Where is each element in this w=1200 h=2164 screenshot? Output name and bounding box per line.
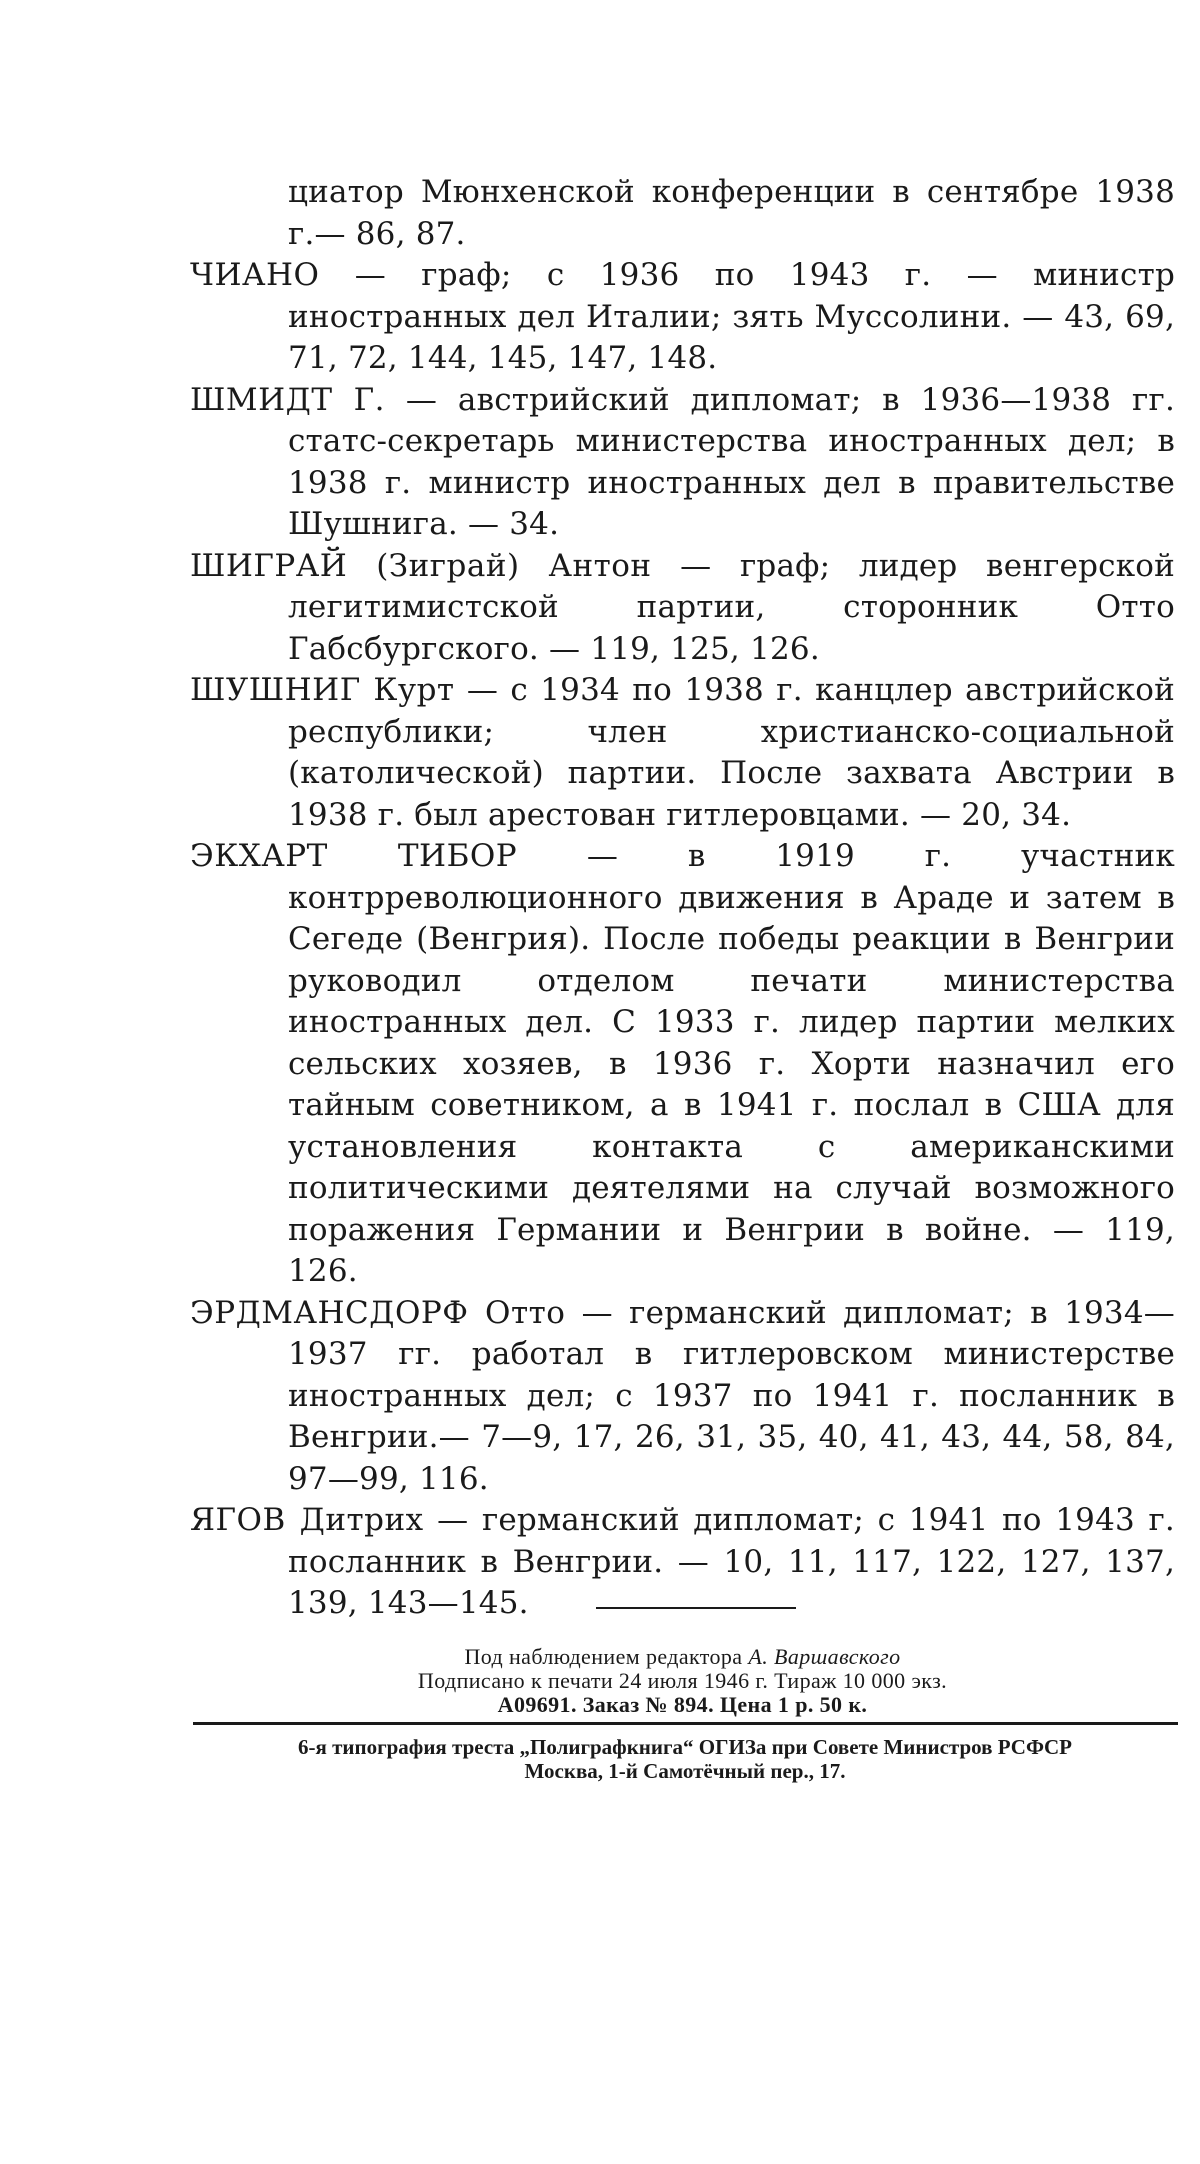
- entry-text: — австрийский дипломат; в 1936—1938 гг. статс-секретарь министерства иностранных дел; в 1938 г. министр иностранных дел в правительстве Шушнига. — 34.: [288, 381, 1175, 542]
- imprint-editor-prefix: Под наблюдением редактора: [464, 1644, 749, 1669]
- imprint-editor-name: А. Варшавского: [748, 1644, 901, 1669]
- entry-name: ЧИАНО: [190, 257, 320, 293]
- index-entry-eckhardt: [190, 836, 1175, 1293]
- imprint-editor-line: [190, 1645, 1175, 1669]
- entry-text: — в 1919 г. участник контрреволюционного движения в Араде и затем в Сегеде (Венгрия). После победы реакции в Венгрии руководил отделом печати министерства иностранных дел. С 1933 г. лидер партии мелких сельских хозяев, в 1936 г. Хорти назначил его тайным советником, а в 1941 г. послал в США для установления контакта с американскими политическими деятелями на случай возможного поражения Германии и Венгрии в войне. — 119, 126.: [288, 838, 1175, 1289]
- index-entry-jagow: [190, 1500, 1175, 1625]
- printer-line: 6-я типография треста „Полиграфкнига“ ОГИЗа при Совете Министров РСФСР: [297, 1735, 1073, 1759]
- entry-name: ШИГРАЙ (Зиграй) Антон: [190, 547, 652, 584]
- index-entry-ciano: [190, 255, 1175, 380]
- entry-name: ЯГОВ Дитрих: [190, 1502, 424, 1538]
- entry-text: — германский дипломат; в 1934—1937 гг. работал в гитлеровском министерстве иностранных дел; с 1937 по 1941 г. посланник в Венгрии.— 7—9, 17, 26, 31, 35, 40, 41, 43, 44, 58, 84, 97—99, 116.: [288, 1294, 1175, 1497]
- entry-text: — германский дипломат; с 1941 по 1943 г. посланник в Венгрии. — 10, 11, 117, 122, 127, 137, 139, 143—145.: [288, 1502, 1175, 1621]
- entry-text: — граф; лидер венгерской легитимистской партии, сторонник Отто Габсбургского. — 119, 125, 126.: [288, 547, 1175, 667]
- index-entry-schmidt: [190, 380, 1175, 546]
- entry-name: ШМИДТ Г.: [190, 381, 386, 418]
- entry-name: ЭРДМАНСДОРФ Отто: [190, 1294, 566, 1331]
- entry-text: циатор Мюнхенской конференции в сентябре 1938 г.— 86, 87.: [288, 174, 1175, 252]
- imprint-print-date-line: Подписано к печати 24 июля 1946 г. Тираж 10 000 экз.: [417, 1668, 948, 1693]
- entry-text: — граф; с 1936 по 1943 г. — министр иностранных дел Италии; зять Муссолини. — 43, 69, 71, 72, 144, 145, 147, 148.: [288, 257, 1175, 376]
- imprint-order-line: А09691. Заказ № 894. Цена 1 р. 50 к.: [497, 1692, 868, 1717]
- index-entry-sigray: [190, 546, 1175, 671]
- imprint-rule: [193, 1722, 1178, 1725]
- index-entry-erdmannsdorff: [190, 1293, 1175, 1501]
- printer-address-line: Москва, 1-й Самотёчный пер., 17.: [524, 1759, 846, 1783]
- section-divider: [596, 1607, 796, 1609]
- entry-name: ЭКХАРТ ТИБОР: [190, 838, 518, 874]
- index-entry-schuschnigg: [190, 670, 1175, 836]
- entry-text: — с 1934 по 1938 г. канцлер австрийской республики; член христианско-социальной (католической) партии. После захвата Австрии в 1938 г. был арестован гитлеровцами. — 20, 34.: [288, 672, 1175, 833]
- index-of-names: [190, 172, 1175, 1625]
- index-entry-continuation: [190, 172, 1175, 255]
- entry-name: ШУШНИГ Курт: [190, 672, 455, 708]
